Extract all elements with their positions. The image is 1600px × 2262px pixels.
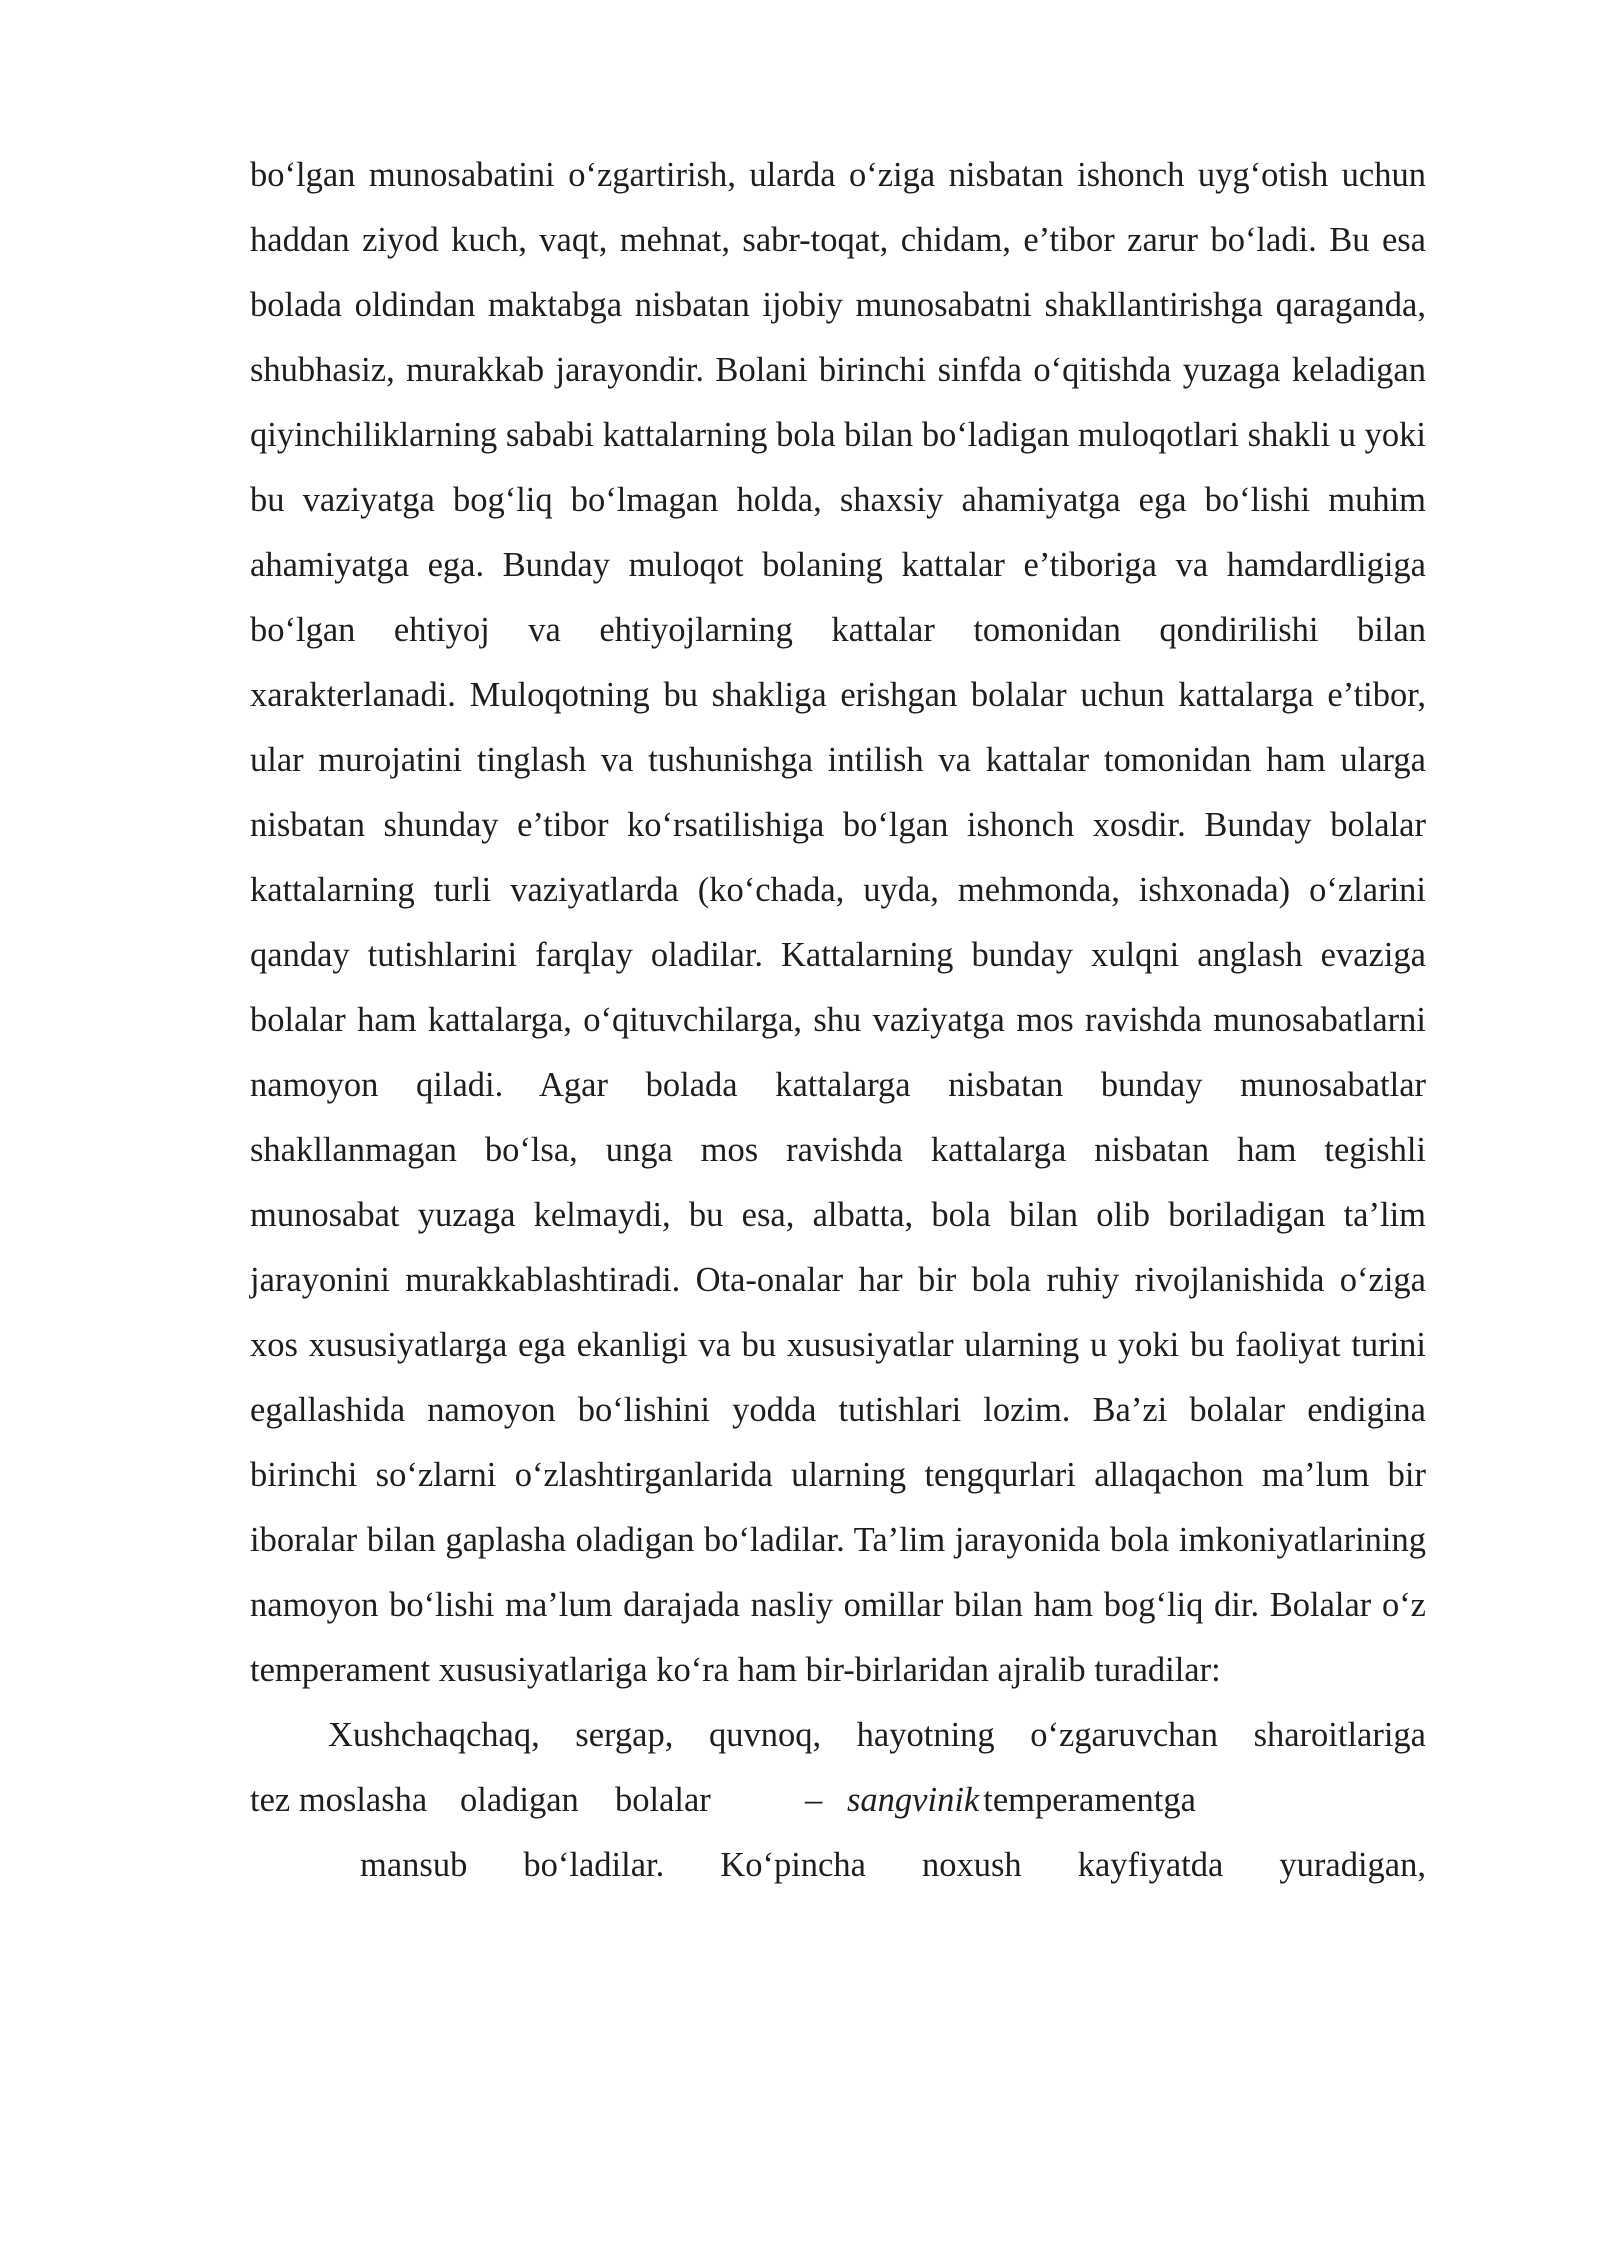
paragraph-line: [250, 1833, 1426, 1898]
text-segment: noxush: [921, 1846, 1022, 1884]
italic-term: sangvinik: [847, 1781, 980, 1819]
text-segment: yuradigan,: [1279, 1846, 1426, 1884]
text-segment: tez moslasha: [250, 1781, 428, 1819]
text-segment: kayfiyatda: [1077, 1846, 1224, 1884]
paragraph-line: [250, 1768, 1426, 1833]
text-segment: –: [805, 1781, 823, 1819]
paragraph-line: Xushchaqchaq, sergap, quvnoq, hayotning o‘zgaruvchan sharoitlariga: [328, 1716, 1426, 1754]
document-page: [250, 143, 1426, 1898]
text-segment: oladigan: [460, 1781, 579, 1819]
text-segment: Ko‘pincha: [720, 1846, 866, 1884]
text-segment: bolalar: [615, 1781, 711, 1819]
text-segment: bo‘ladilar.: [523, 1846, 665, 1884]
text-segment: temperamentga: [983, 1781, 1196, 1819]
text-segment: mansub: [360, 1846, 468, 1884]
body-paragraph: bo‘lgan munosabatini o‘zgartirish, ularda o‘ziga nisbatan ishonch uyg‘otish uchun haddan ziyod kuch, vaqt, mehnat, sabr-toqat, chidam, e’tibor zarur bo‘ladi. Bu esa bolada oldindan maktabga nisbatan ijobiy munosabatni shakllantirishga qaraganda, shubhasiz, murakkab jarayondir. Bolani birinchi sinfda o‘qitishda yuzaga keladigan qiyinchiliklarning sababi kattalarning bola bilan bo‘ladigan muloqotlari shakli u yoki bu vaziyatga bog‘liq bo‘lmagan holda, shaxsiy ahamiyatga ega bo‘lishi muhim ahamiyatga ega. Bunday muloqot bolaning kattalar e’tiboriga va hamdardligiga bo‘lgan ehtiyoj va ehtiyojlarning kattalar tomonidan qondirilishi bilan xarakterlanadi. Muloqotning bu shakliga erishgan bolalar uchun kattalarga e’tibor, ular murojatini tinglash va tushunishga intilish va kattalar tomonidan ham ularga nisbatan shunday e’tibor ko‘rsatilishiga bo‘lgan ishonch xosdir. Bunday bolalar kattalarning turli vaziyatlarda (ko‘chada, uyda, mehmonda, ishxonada) o‘zlarini qanday tutishlarini farqlay oladilar. Kattalarning bunday xulqni anglash evaziga bolalar ham kattalarga, o‘qituvchilarga, shu vaziyatga mos ravishda munosabatlarni namoyon qiladi. Agar bolada kattalarga nisbatan bunday munosabatlar shakllanmagan bo‘lsa, unga mos ravishda kattalarga nisbatan ham tegishli munosabat yuzaga kelmaydi, bu esa, albatta, bola bilan olib boriladigan ta’lim jarayonini murakkablashtiradi. Ota-onalar har bir bola ruhiy rivojlanishida o‘ziga xos xususiyatlarga ega ekanligi va bu xususiyatlar ularning u yoki bu faoliyat turini egallashida namoyon bo‘lishini yodda tutishlari lozim. Ba’zi bolalar endigina birinchi so‘zlarni o‘zlashtirganlarida ularning tengqurlari allaqachon ma’lum bir iboralar bilan gaplasha oladigan bo‘ladilar. Ta’lim jarayonida bola imkoniyatlarining namoyon bo‘lishi ma’lum darajada nasliy omillar bilan ham bog‘liq dir. Bolalar o‘z temperament xususiyatlariga ko‘ra ham bir-birlaridan ajralib turadilar:: [250, 156, 1426, 1689]
